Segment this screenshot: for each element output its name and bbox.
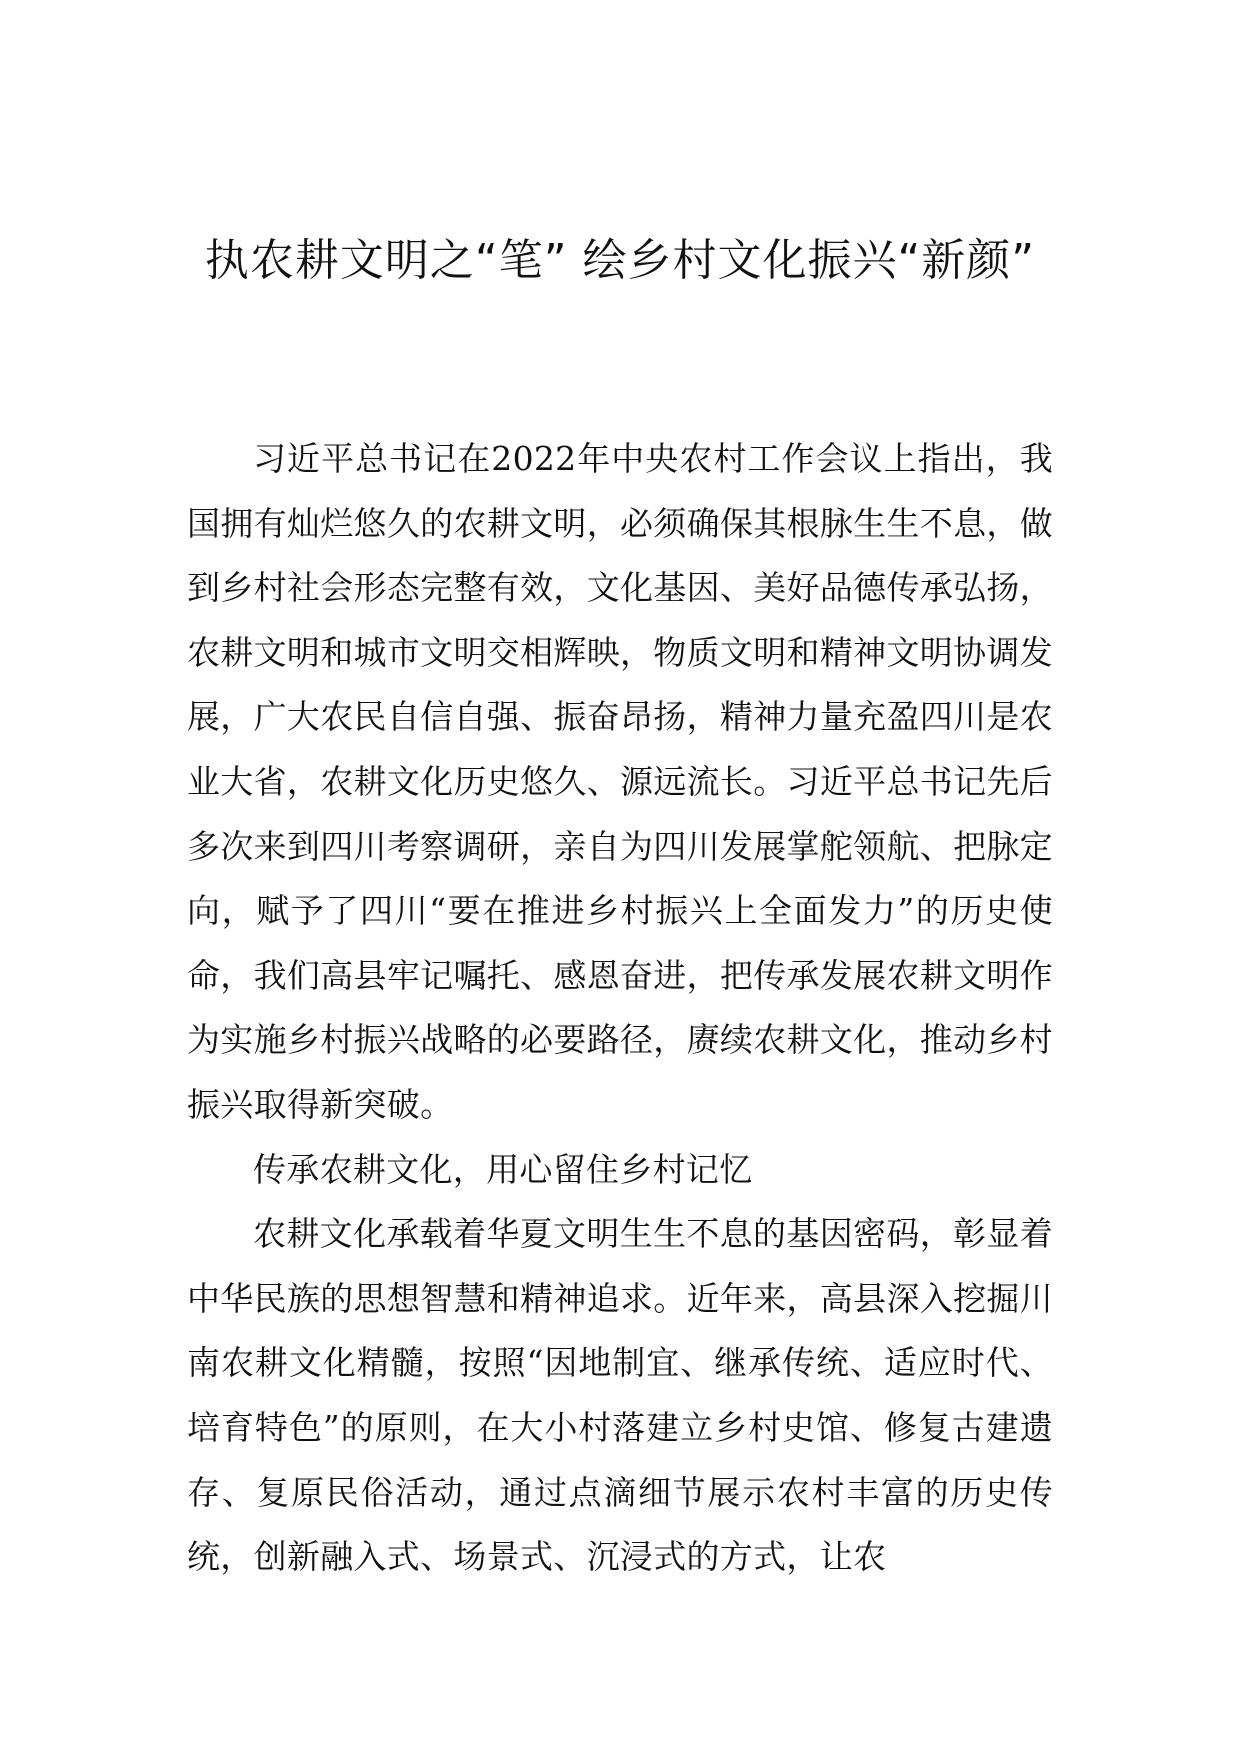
document-title: 执农耕文明之“笔” 绘乡村文化振兴“新颜”: [204, 235, 1036, 286]
document-body: [187, 427, 1053, 1590]
section-heading: 传承农耕文化，用心留住乡村记忆: [253, 1149, 753, 1189]
body-paragraph-2: 农耕文化承载着华夏文明生生不息的基因密码，彰显着中华民族的思想智慧和精神追求。近年来，高县深入挖掘川南农耕文化精髓，按照“因地制宜、继承传统、适应时代、培育特色”的原则，在大小村落建立乡村史馆、修复古建遗存、复原民俗活动，通过点滴细节展示农村丰富的历史传统，创新融入式、场景式、沉浸式的方式，让农: [187, 1214, 1053, 1577]
body-paragraph-1: 习近平总书记在2022年中央农村工作会议上指出，我国拥有灿烂悠久的农耕文明，必须确保其根脉生生不息，做到乡村社会形态完整有效，文化基因、美好品德传承弘扬，农耕文明和城市文明交相辉映，物质文明和精神文明协调发展，广大农民自信自强、振奋昂扬，精神力量充盈四川是农业大省，农耕文化历史悠久、源远流长。习近平总书记先后多次来到四川考察调研，亲自为四川发展掌舵领航、把脉定向，赋予了四川“要在推进乡村振兴上全面发力”的历史使命，我们高县牢记嘱托、感恩奋进，把传承发展农耕文明作为实施乡村振兴战略的必要路径，赓续农耕文化，推动乡村振兴取得新突破。: [187, 439, 1053, 1124]
